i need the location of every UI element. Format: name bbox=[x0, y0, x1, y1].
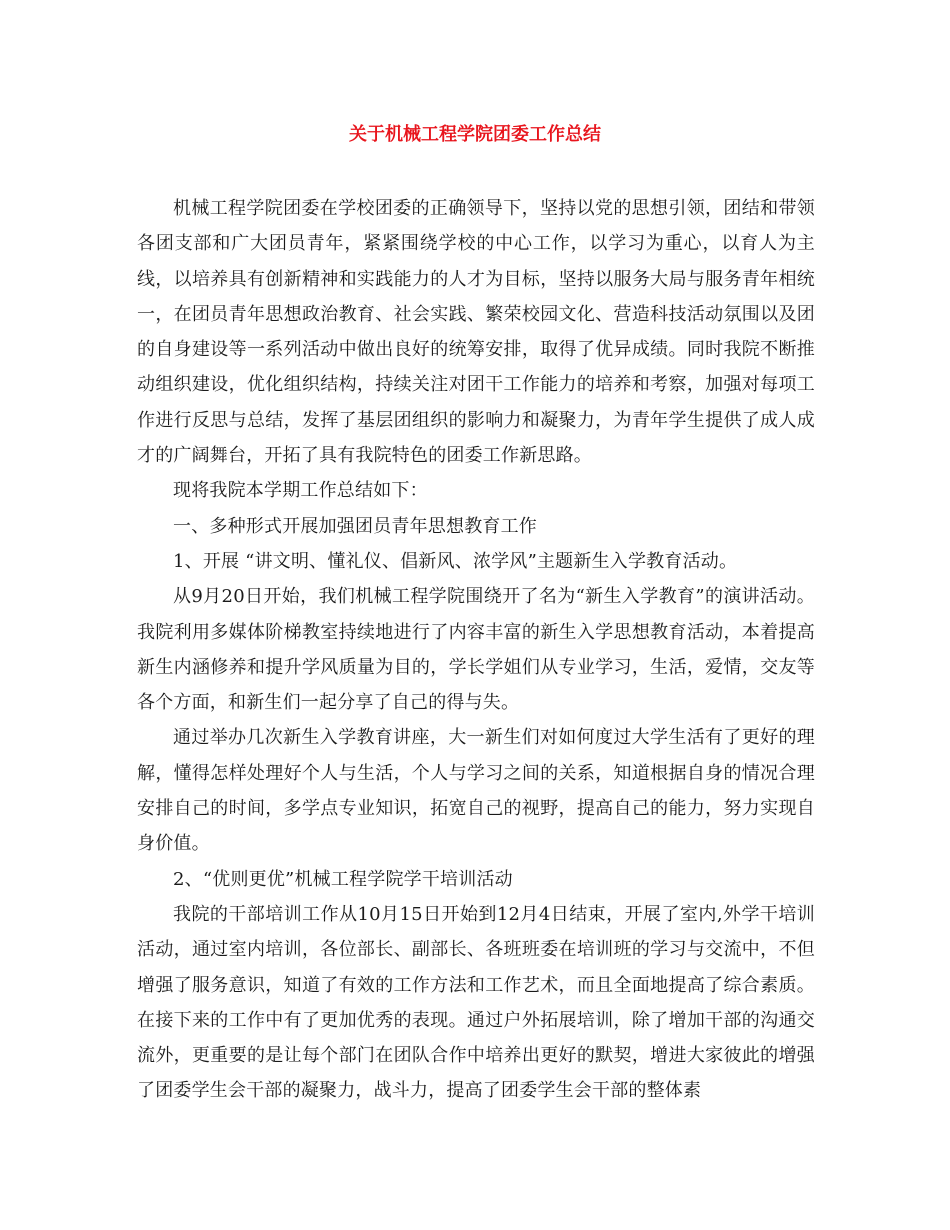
document-title: 关于机械工程学院团委工作总结 bbox=[349, 124, 601, 145]
subsection-heading-1: 1、开展 “讲文明、懂礼仪、倡新风、浓学风”主题新生入学教育活动。 bbox=[173, 550, 738, 572]
section-heading-1: 一、多种形式开展加强团员青年思想教育工作 bbox=[173, 515, 537, 537]
paragraph-summary-lead: 现将我院本学期工作总结如下： bbox=[173, 480, 428, 502]
paragraph-orientation-result: 通过举办几次新生入学教育讲座，大一新生们对如何度过大学生活有了更好的理解，懂得怎样处理好个人与生活，个人与学习之间的关系，知道根据自身的情况合理安排自己的时间，多学点专业知识，拓宽自己的视野，提高自己的能力，努力实现自身价值。 bbox=[137, 727, 815, 855]
paragraph-cadre-training: 我院的干部培训工作从10月15日开始到12月4日结束，开展了室内,外学干培训活动，通过室内培训，各位部长、副部长、各班班委在培训班的学习与交流中，不但增强了服务意识，知道了有效的工作方法和工作艺术，而且全面地提高了综合素质。在接下来的工作中有了更加优秀的表现。通过户外拓展培训，除了增加干部的沟通交流外，更重要的是让每个部门在团队合作中培养出更好的默契，增进大家彼此的增强了团委学生会干部的凝聚力，战斗力，提高了团委学生会干部的整体素 bbox=[137, 903, 815, 1102]
subsection-heading-2: 2、“优则更优”机械工程学院学干培训活动 bbox=[173, 868, 513, 890]
document-body bbox=[137, 191, 815, 1109]
paragraph-intro: 机械工程学院团委在学校团委的正确领导下，坚持以党的思想引领，团结和带领各团支部和广大团员青年，紧紧围绕学校的中心工作，以学习为重心，以育人为主线，以培养具有创新精神和实践能力的人才为目标，坚持以服务大局与服务青年相统一，在团员青年思想政治教育、社会实践、繁荣校园文化、营造科技活动氛围以及团的自身建设等一系列活动中做出良好的统筹安排，取得了优异成绩。同时我院不断推动组织建设，优化组织结构，持续关注对团干工作能力的培养和考察，加强对每项工作进行反思与总结，发挥了基层团组织的影响力和凝聚力，为青年学生提供了成人成才的广阔舞台，开拓了具有我院特色的团委工作新思路。 bbox=[137, 198, 815, 467]
paragraph-orientation-speech: 从9月20日开始，我们机械工程学院围绕开了名为“新生入学教育”的演讲活动。我院利用多媒体阶梯教室持续地进行了内容丰富的新生入学思想教育活动，本着提高新生内涵修养和提升学风质量为目的，学长学姐们从专业学习，生活，爱情，交友等各个方面，和新生们一起分享了自己的得与失。 bbox=[137, 586, 815, 714]
